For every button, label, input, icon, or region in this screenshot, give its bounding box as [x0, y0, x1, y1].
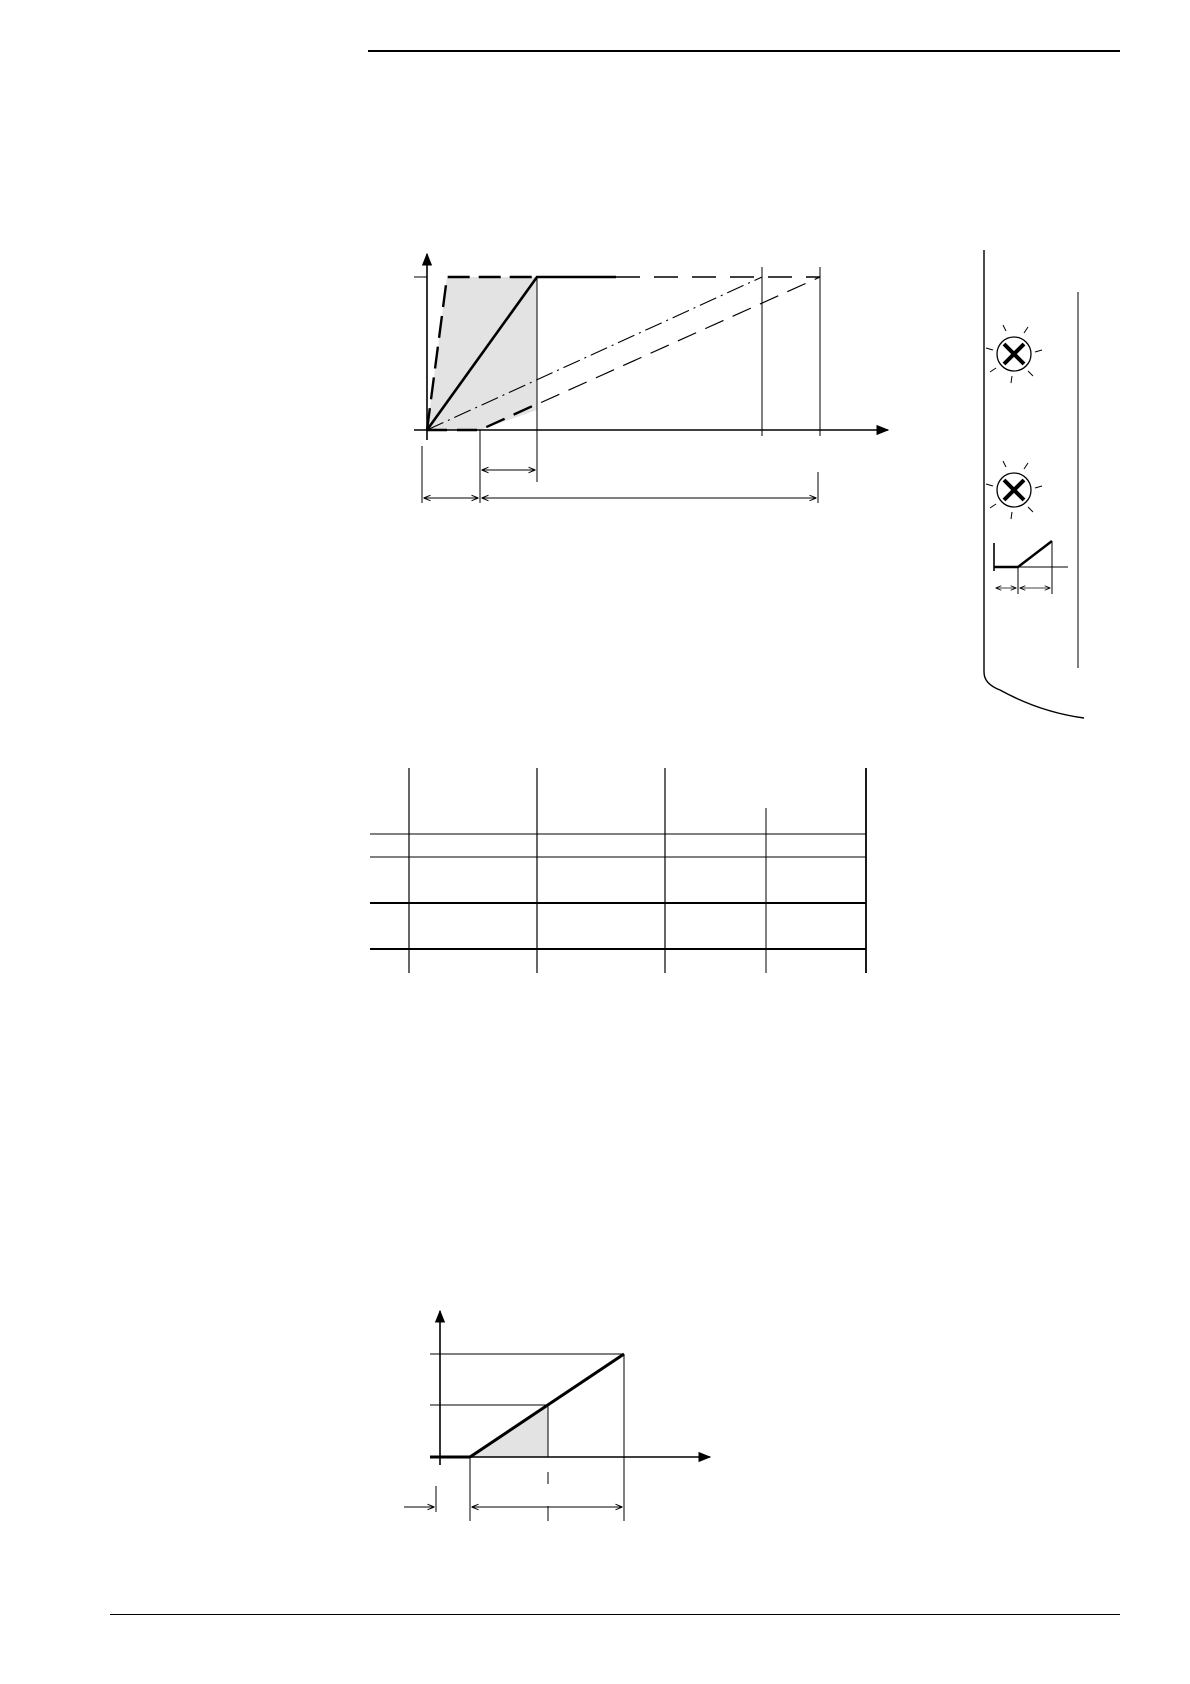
side-panel [984, 250, 1084, 718]
lamp-off-icon [986, 461, 1042, 519]
parameter-table [370, 768, 866, 973]
footer-rule [110, 1614, 1120, 1615]
ramp-diagram-main [414, 254, 888, 503]
panel-border [984, 250, 1084, 718]
lamp-off-icon [986, 325, 1042, 383]
ramp-diagram-small [404, 1311, 710, 1521]
ramp-icon [994, 541, 1068, 594]
